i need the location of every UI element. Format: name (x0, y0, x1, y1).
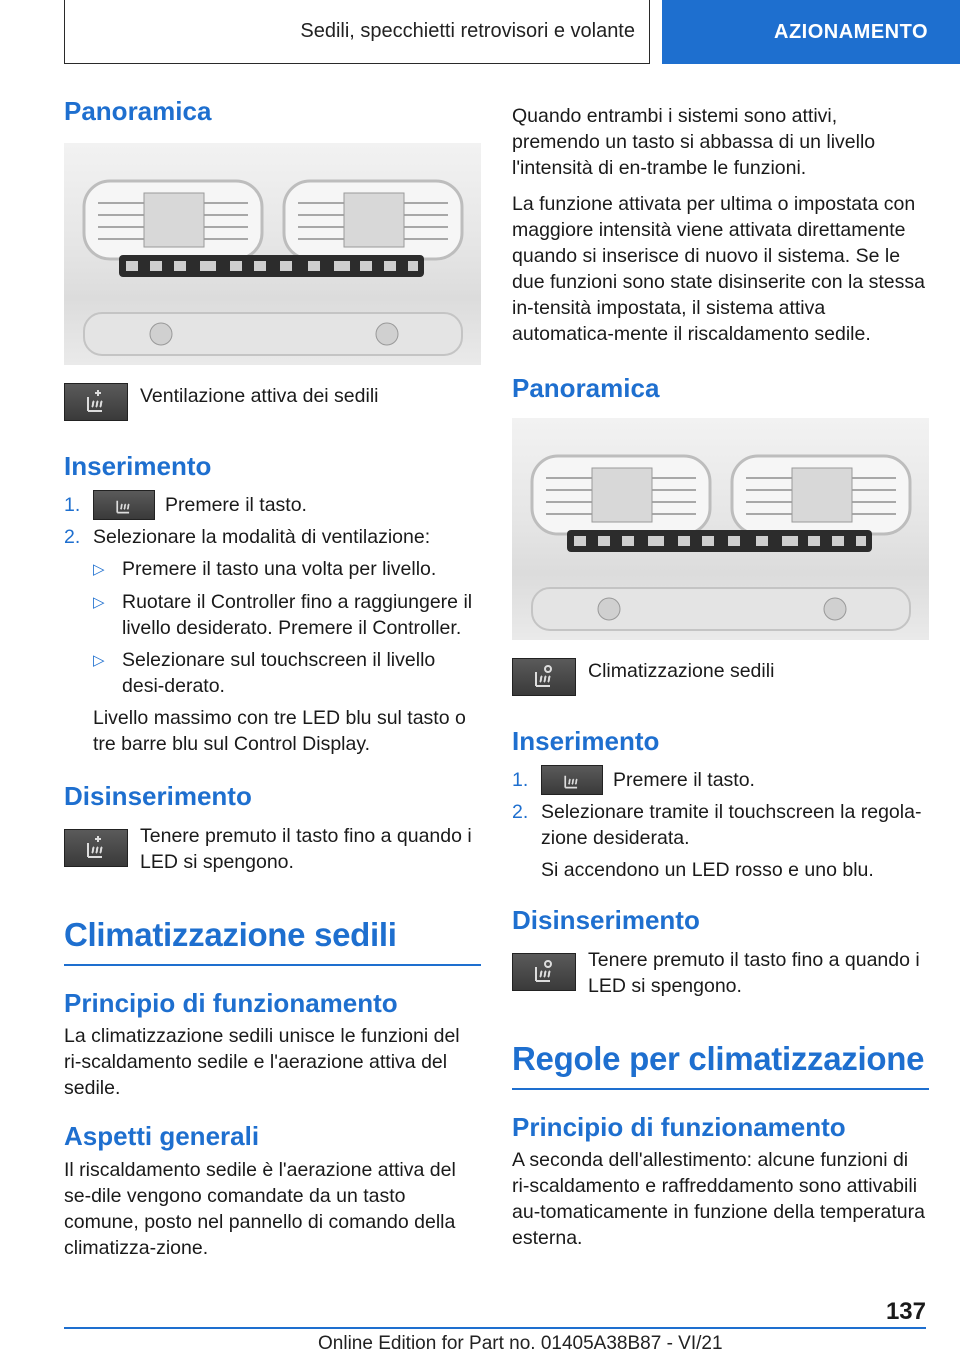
seat-climate-icon (512, 658, 576, 696)
step-2 (64, 524, 481, 757)
right-column (512, 103, 929, 1251)
step-note: Si accendono un LED rosso e uno blu. (541, 859, 874, 882)
climate-panel-illustration (512, 418, 929, 640)
climate-heading: Climatizzazione sedili (64, 915, 481, 967)
off-heading: Disinserimento (512, 905, 700, 936)
intro-text-2: La funzione attivata per ultima o impostata con maggiore intensità viene attivata direttamente quando si inserisce di nuovo il sistema. Se le due funzioni sono state disinserite con la stessa in-tensità impostata, il sistema attiva automatica-mente il riscaldamento sedile. (512, 193, 925, 345)
page-number: 137 (885, 1298, 926, 1325)
bullet-triangle-icon: ▷ (93, 652, 105, 670)
chapter-title: Sedili, specchietti retrovisori e volante (300, 20, 635, 42)
on-heading: Inserimento (512, 726, 660, 757)
on-steps (512, 767, 929, 883)
off-text: Tenere premuto il tasto fino a quando i LED si spengono. (588, 948, 920, 997)
header-section-tab (662, 0, 960, 64)
general-heading: Aspetti generali (64, 1121, 260, 1152)
photo-caption: Climatizzazione sedili (588, 660, 775, 683)
principle-text: La climatizzazione sedili unisce le funzioni del ri-scaldamento sedile e l'aerazione attiva del sedile. (64, 1025, 460, 1100)
step-text: Selezionare la modalità di ventilazione: (93, 526, 431, 549)
bullet-triangle-icon: ▷ (93, 594, 105, 612)
photo-caption: Ventilazione attiva dei sedili (140, 385, 379, 408)
overview-heading: Panoramica (64, 96, 212, 126)
step-2 (512, 799, 929, 883)
step-text: Premere il tasto. (613, 769, 755, 792)
step-number: 1. (64, 494, 81, 517)
principle-heading: Principio di funzionamento (64, 988, 398, 1019)
footer-divider (64, 1327, 926, 1329)
bullet-item: ▷ Premere il tasto una volta per livello. (93, 556, 481, 583)
bullet-triangle-icon: ▷ (93, 561, 105, 579)
off-heading: Disinserimento (64, 781, 252, 812)
principle-text: A seconda dell'allestimento: alcune funzioni di ri-scaldamento e raffreddamento sono attivabili au-tomaticamente in funzione della temperatura esterna. (512, 1149, 925, 1250)
on-heading: Inserimento (64, 451, 212, 482)
seat-ventilation-icon (64, 829, 128, 867)
left-column (64, 96, 481, 1261)
step-1 (512, 767, 929, 795)
header-chapter (64, 0, 650, 64)
overview-heading: Panoramica (512, 373, 660, 403)
step-number: 2. (512, 801, 529, 824)
step-text: Selezionare tramite il touchscreen la regola-zione desiderata. (541, 801, 922, 850)
seat-ventilation-icon (93, 490, 155, 520)
principle-heading: Principio di funzionamento (512, 1112, 846, 1143)
general-text: Il riscaldamento sedile è l'aerazione attiva del se-dile vengono comandate da un tasto comune, posto nel pannello di comando della climatizza-zione. (64, 1158, 456, 1259)
caption-row (512, 658, 929, 696)
seat-climate-icon (512, 953, 576, 991)
section-title: AZIONAMENTO (774, 20, 929, 43)
rules-heading: Regole per climatizzazione (512, 1039, 929, 1091)
climate-panel-photo (512, 418, 929, 640)
bullet-item: ▷ Ruotare il Controller fino a raggiungere il livello desiderato. Premere il Controller. (93, 591, 473, 640)
step-1 (64, 492, 481, 520)
intro-text-1: Quando entrambi i sistemi sono attivi, premendo un tasto si abbassa di un livello l'intensità di en-trambe le funzioni. (512, 105, 876, 179)
step-number: 2. (64, 526, 81, 549)
bullet-item: ▷ Selezionare sul touchscreen il livello desi-derato. (93, 649, 436, 698)
off-text: Tenere premuto il tasto fino a quando i LED si spengono. (140, 824, 472, 873)
seat-ventilation-icon (64, 383, 128, 421)
seat-climate-icon (541, 765, 603, 795)
footer-edition: Online Edition for Part no. 01405A38B87 - VI/21 (318, 1333, 723, 1354)
on-steps (64, 492, 481, 757)
caption-row (64, 383, 481, 421)
step-text: Premere il tasto. (165, 494, 307, 517)
mode-bullets (93, 556, 481, 705)
climate-panel-photo (64, 143, 481, 365)
level-note: Livello massimo con tre LED blu sul tasto o tre barre blu sul Control Display. (93, 707, 466, 756)
off-row (64, 823, 481, 875)
off-row (512, 947, 929, 999)
step-number: 1. (512, 769, 529, 792)
climate-panel-illustration (64, 143, 481, 365)
